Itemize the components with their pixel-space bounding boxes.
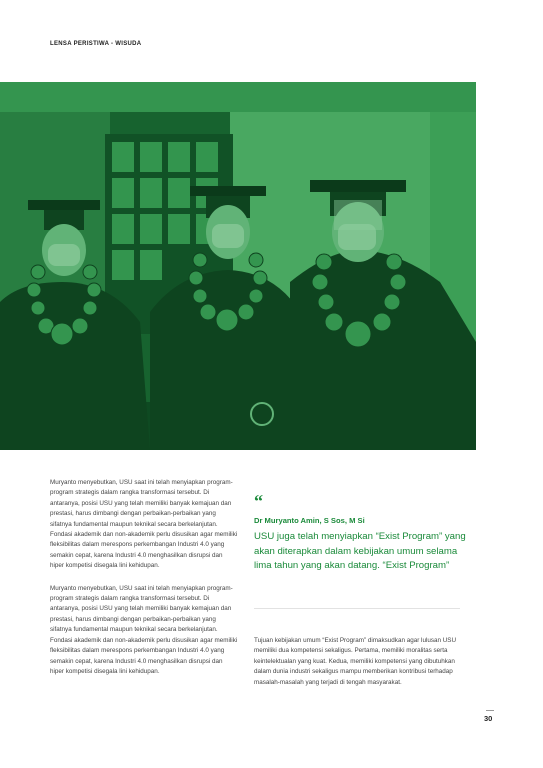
divider bbox=[254, 608, 460, 609]
graduation-photo bbox=[0, 82, 476, 450]
graduation-photo-illustration bbox=[0, 82, 476, 450]
page-number-dash bbox=[486, 710, 494, 711]
body-text-left-column bbox=[50, 478, 238, 689]
pull-quote: USU juga telah menyiapkan “Exist Program” yang akan diterapkan dalam kebijakan umum selama lima tahun yang akan datang. “Exist Program” bbox=[254, 531, 466, 572]
quote-mark-icon: “ bbox=[254, 491, 263, 511]
body-text-right-column: Tujuan kebijakan umum “Exist Program” dimaksudkan agar lulusan USU memiliki dua kompetensi sekaligus. Pertama, memiliki moralitas serta keintelektualan yang kuat. Kedua, memiliki kompetensi yang dibutuhkan dalam dunia industri sekaligus mampu memberikan kontribusi terhadap masalah-masalah yang terjadi di tengah masyarakat. bbox=[254, 637, 457, 686]
section-header: LENSA PERISTIWA - WISUDA bbox=[50, 41, 142, 47]
quote-author: Dr Muryanto Amin, S Sos, M Si bbox=[254, 516, 365, 525]
page-number: 30 bbox=[484, 714, 493, 723]
body-paragraph: Muryanto menyebutkan, USU saat ini telah menyiapkan program-program strategis dalam rangka transformasi tersebut. Di antaranya, posisi USU yang telah memiliki banyak kemajuan dan prestasi, harus dimbangi dengan perbaikan-perbaikan yang sifatnya fundamental maupun teknikal secara berkelanjutan. Fondasi akademik dan non-akademik perlu disusikan agar memiliki fleksibilitas dalam merespons perkembangan Industri 4.0 yang semakin cepat, karena Industri 4.0 menghasilkan disrupsi dan hiper kompetisi disegala lini kehidupan. bbox=[50, 584, 238, 675]
body-paragraph: Muryanto menyebutkan, USU saat ini telah menyiapkan program-program strategis dalam rangka transformasi tersebut. Di antaranya, posisi USU yang telah memiliki banyak kemajuan dan prestasi, harus dimbangi dengan perbaikan-perbaikan yang sifatnya fundamental maupun teknikal secara berkelanjutan. Fondasi akademik dan non-akademik perlu disusikan agar memiliki fleksibilitas dalam merespons perkembangan Industri 4.0 yang semakin cepat, karena Industri 4.0 menghasilkan disrupsi dan hiper kompetisi disegala lini kehidupan. bbox=[50, 479, 238, 570]
